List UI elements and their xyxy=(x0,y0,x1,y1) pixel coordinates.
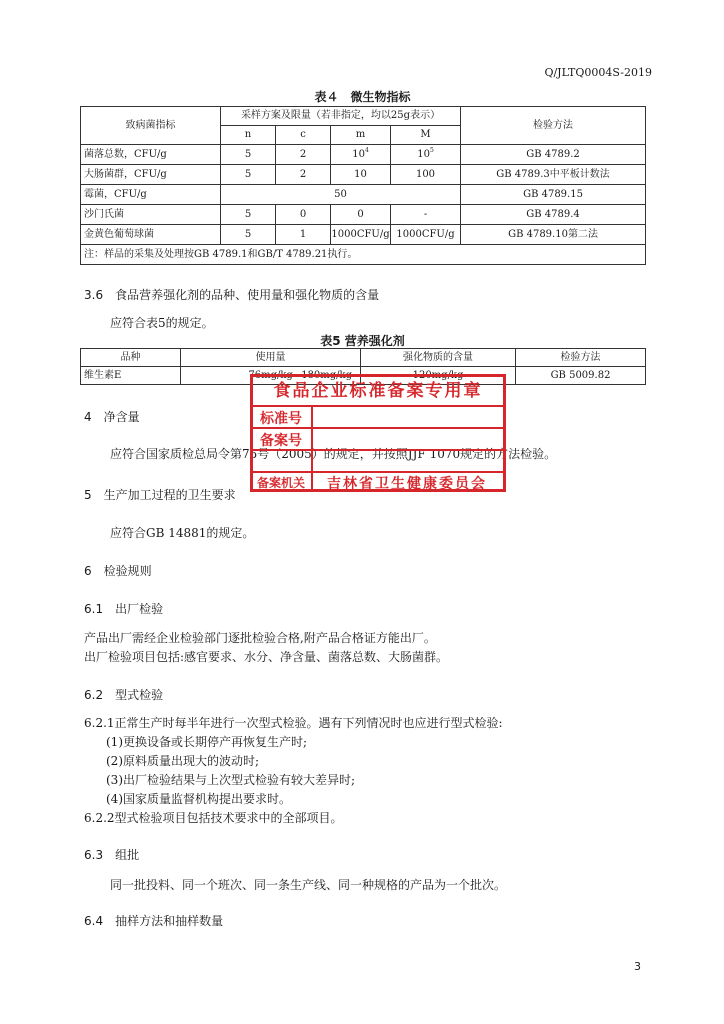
header-method: 检验方法 xyxy=(461,107,646,145)
header-variety: 品种 xyxy=(81,349,181,367)
cell-n: 5 xyxy=(221,205,276,225)
table4-caption: 表４ 微生物指标 xyxy=(314,90,411,104)
cell-m: 0 xyxy=(331,205,391,225)
section-6-3-text: 同一批投料、同一个班次、同一条生产线、同一种规格的产品为一个批次。 xyxy=(110,878,507,892)
header-sampling: 采样方案及限量（若非指定，均以25g表示） xyxy=(221,107,461,126)
table-note: 注：样品的采集及处理按GB 4789.1和GB/T 4789.21执行。 xyxy=(81,245,646,265)
cell-c: 2 xyxy=(276,145,331,165)
section-6-2-2: 6.2.2型式检验项目包括技术要求中的全部项目。 xyxy=(84,811,343,825)
stamp-authority-value: 吉林省卫生健康委员会 xyxy=(327,476,487,492)
section-6-3-heading: 6.3 组批 xyxy=(84,848,140,862)
cell-n: 5 xyxy=(221,145,276,165)
M-base: 10 xyxy=(417,149,430,161)
table-row xyxy=(81,225,646,245)
cell-n: 5 xyxy=(221,225,276,245)
section-6-2-heading: 6.2 型式检验 xyxy=(84,688,164,702)
m-exponent: 4 xyxy=(364,147,369,155)
cell-method: GB 4789.15 xyxy=(461,185,646,205)
cell-c: 0 xyxy=(276,205,331,225)
cell-c: 2 xyxy=(276,165,331,185)
cell-dosage: 76mg/kg~180mg/kg xyxy=(181,367,361,385)
header-method: 检验方法 xyxy=(516,349,646,367)
section-4-text: 应符合国家质检总局令第75号（2005）的规定，并按照JJF 1070规定的方法检验。 xyxy=(110,447,557,461)
microbial-table xyxy=(80,106,646,265)
cell-method: GB 4789.3中平板计数法 xyxy=(461,165,646,185)
cell-name: 沙门氏菌 xyxy=(81,205,221,225)
cell-method: GB 4789.10第二法 xyxy=(461,225,646,245)
section-6-1-line1: 产品出厂需经企业检验部门逐批检验合格,附产品合格证方能出厂。 xyxy=(84,631,436,645)
table5-caption: 表5 营养强化剂 xyxy=(320,334,405,348)
section-6-1-line2: 出厂检验项目包括:感官要求、水分、净含量、菌落总数、大肠菌群。 xyxy=(84,650,449,664)
M-exponent: 5 xyxy=(429,147,434,155)
section-6-heading: 6 检验规则 xyxy=(84,564,152,578)
cell-n: 5 xyxy=(221,165,276,185)
cell-content: 120mg/kg xyxy=(361,367,516,385)
section-6-4-heading: 6.4 抽样方法和抽样数量 xyxy=(84,914,224,928)
cell-name: 大肠菌群，CFU/g xyxy=(81,165,221,185)
cell-M: 100 xyxy=(391,165,461,185)
table-row xyxy=(81,185,646,205)
cell-name: 金黄色葡萄球菌 xyxy=(81,225,221,245)
cell-m: 1000CFU/g xyxy=(331,225,391,245)
cell-merged-limit: 50 xyxy=(221,185,461,205)
table-row xyxy=(81,205,646,225)
cell-M xyxy=(391,145,461,165)
list-item: (1)更换设备或长期停产再恢复生产时; xyxy=(106,735,308,749)
header-c: c xyxy=(276,126,331,145)
stamp-title: 食品企业标准备案专用章 xyxy=(273,381,483,401)
section-6-1-heading: 6.1 出厂检验 xyxy=(84,602,164,616)
cell-name: 霉菌，CFU/g xyxy=(81,185,221,205)
stamp-label-filing-no: 备案号 xyxy=(260,433,302,449)
m-base: 10 xyxy=(352,149,365,161)
stamp-label-standard-no: 标准号 xyxy=(260,411,302,427)
cell-c: 1 xyxy=(276,225,331,245)
page-number: 3 xyxy=(634,960,641,973)
table-row xyxy=(81,145,646,165)
document-code: Q/JLTQ0004S-2019 xyxy=(544,66,652,79)
section-5-heading: 5 生产加工过程的卫生要求 xyxy=(84,488,236,502)
filing-stamp xyxy=(250,374,506,492)
cell-m: 10 xyxy=(331,165,391,185)
cell-method: GB 4789.4 xyxy=(461,205,646,225)
section-3-6-text: 应符合表5的规定。 xyxy=(110,316,214,330)
cell-name: 菌落总数，CFU/g xyxy=(81,145,221,165)
cell-method: GB 5009.82 xyxy=(516,367,646,385)
list-item: (2)原料质量出现大的波动时; xyxy=(106,754,260,768)
header-M: M xyxy=(391,126,461,145)
list-item: (3)出厂检验结果与上次型式检验有较大差异时; xyxy=(106,773,356,787)
section-3-6-heading: 3.6 食品营养强化剂的品种、使用量和强化物质的含量 xyxy=(84,288,380,302)
header-pathogen: 致病菌指标 xyxy=(81,107,221,145)
section-4-heading: 4 净含量 xyxy=(84,410,140,424)
cell-variety: 维生素E xyxy=(81,367,181,385)
list-item: (4)国家质量监督机构提出要求时。 xyxy=(106,792,291,806)
cell-M: - xyxy=(391,205,461,225)
cell-method: GB 4789.2 xyxy=(461,145,646,165)
header-n: n xyxy=(221,126,276,145)
header-content: 强化物质的含量 xyxy=(361,349,516,367)
header-m: m xyxy=(331,126,391,145)
section-5-text: 应符合GB 14881的规定。 xyxy=(110,526,255,540)
cell-m xyxy=(331,145,391,165)
cell-M: 1000CFU/g xyxy=(391,225,461,245)
header-dosage: 使用量 xyxy=(181,349,361,367)
table-row xyxy=(81,165,646,185)
stamp-label-authority: 备案机关 xyxy=(256,476,305,490)
section-6-2-1: 6.2.1正常生产时每半年进行一次型式检验。遇有下列情况时也应进行型式检验: xyxy=(84,716,503,730)
